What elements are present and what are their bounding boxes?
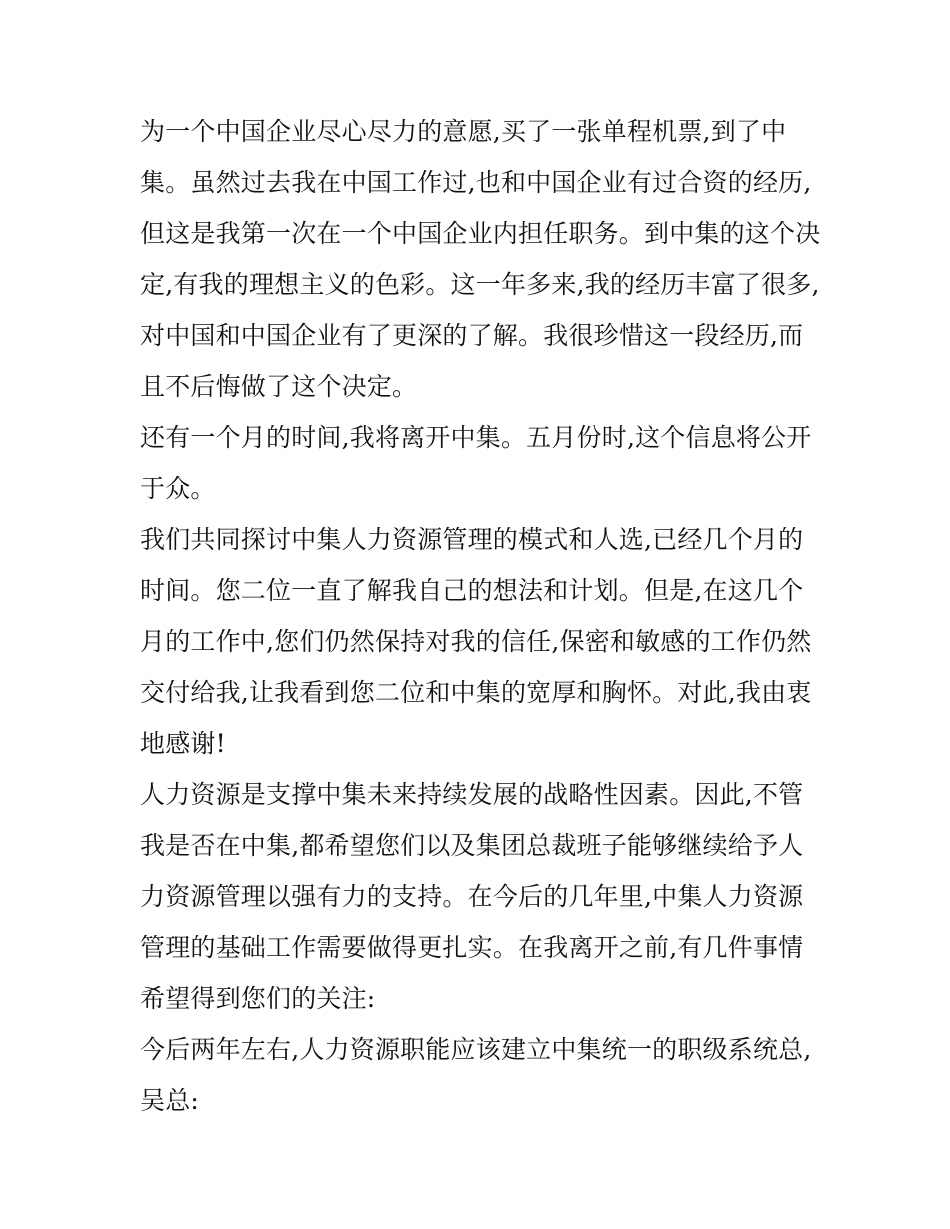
text-line: 且不后悔做了这个决定。 (140, 372, 418, 401)
text-line: 还有一个月的时间,我将离开中集。五月份时,这个信息将公开 (140, 423, 812, 452)
text-line: 力资源管理以强有力的支持。在今后的几年里,中集人力资源 (140, 882, 804, 911)
text-line: 我是否在中集,都希望您们以及集团总裁班子能够继续给予人 (140, 831, 804, 860)
text-line: 月的工作中,您们仍然保持对我的信任,保密和敏感的工作仍然 (140, 627, 812, 656)
text-line: 定,有我的理想主义的色彩。这一年多来,我的经历丰富了很多, (140, 270, 820, 299)
paragraph-5 (140, 1024, 820, 1126)
text-line: 对中国和中国企业有了更深的了解。我很珍惜这一段经历,而 (140, 321, 804, 350)
text-line: 管理的基础工作需要做得更扎实。在我离开之前,有几件事情 (140, 933, 804, 962)
text-line: 交付给我,让我看到您二位和中集的宽厚和胸怀。对此,我由衷 (140, 678, 812, 707)
text-line: 于众。 (140, 474, 216, 503)
paragraph-3 (140, 514, 820, 769)
text-line: 希望得到您们的关注: (140, 984, 376, 1013)
paragraph-4 (140, 769, 820, 1024)
text-line: 时间。您二位一直了解我自己的想法和计划。但是,在这几个 (140, 576, 804, 605)
text-line: 但这是我第一次在一个中国企业内担任职务。到中集的这个决 (140, 219, 821, 248)
text-line: 为一个中国企业尽心尽力的意愿,买了一张单程机票,到了中 (140, 117, 787, 146)
text-line: 我们共同探讨中集人力资源管理的模式和人选,已经几个月的 (140, 525, 804, 554)
text-line: 吴总: (140, 1086, 200, 1115)
document-body (140, 106, 820, 1126)
paragraph-1 (140, 106, 820, 412)
text-line: 人力资源是支撑中集未来持续发展的战略性因素。因此,不管 (140, 780, 804, 809)
text-line: 集。虽然过去我在中国工作过,也和中国企业有过合资的经历, (140, 168, 812, 197)
text-line: 今后两年左右,人力资源职能应该建立中集统一的职级系统总, (140, 1035, 812, 1064)
text-line: 地感谢! (140, 729, 226, 758)
paragraph-2 (140, 412, 820, 514)
